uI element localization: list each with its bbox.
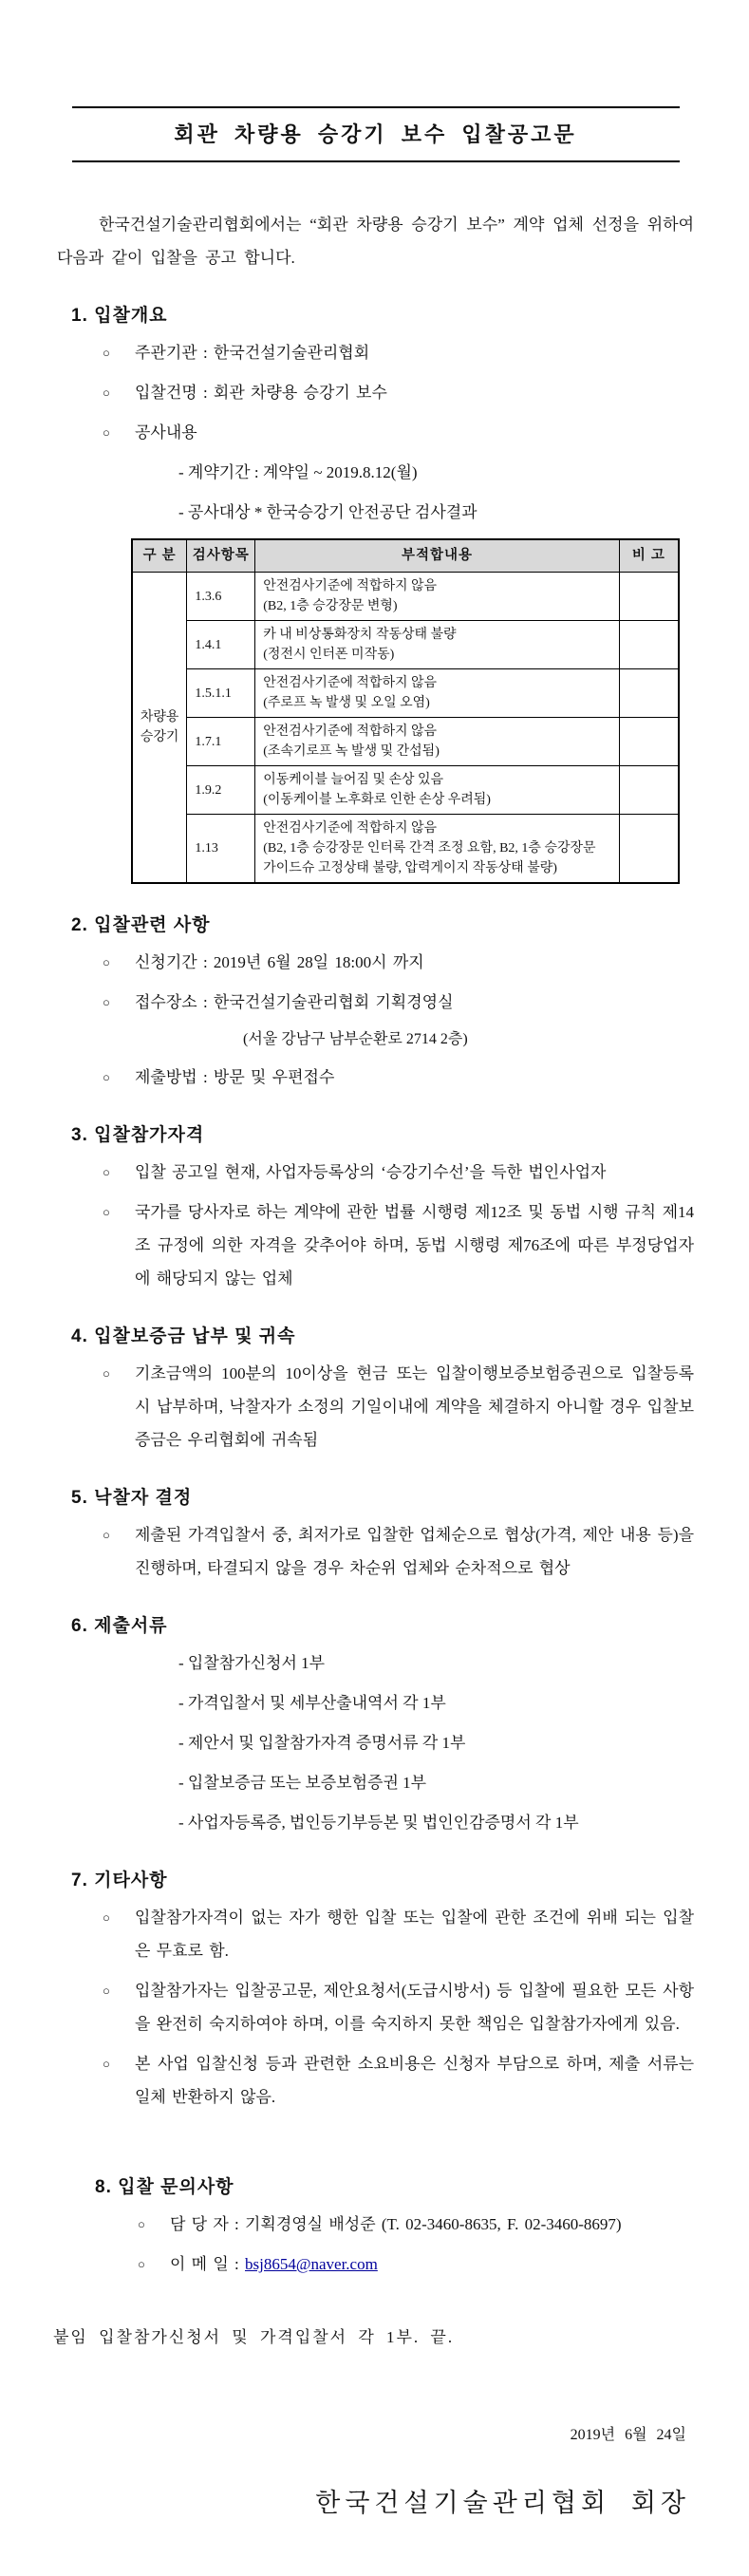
circle-bullet-icon: ○	[103, 385, 110, 400]
eligibility-item: 입찰 공고일 현재, 사업자등록상의 ‘승강기수선’을 득한 법인사업자	[135, 1163, 607, 1181]
cell-note	[619, 766, 679, 815]
cell-note	[619, 815, 679, 884]
submission-address: (서울 강남구 남부순환로 2714 2층)	[243, 1031, 468, 1047]
defect-line: (조속기로프 녹 발생 및 간섭됨)	[263, 744, 440, 759]
list-item	[103, 336, 694, 369]
misc-item: 본 사업 입찰신청 등과 관련한 소요비용은 신청자 부담으로 하며, 제출 서류는 일체 반환하지 않음.	[135, 2055, 694, 2106]
inspection-result-table	[131, 538, 680, 884]
defect-line: 안전검사기준에 적합하지 않음	[263, 676, 438, 690]
table-header-row	[132, 539, 679, 573]
list-item	[138, 2208, 694, 2241]
col-header-content: 부적합내용	[255, 539, 619, 573]
cell-item-code: 1.13	[187, 815, 255, 884]
cell-note	[619, 669, 679, 718]
defect-line: (주로프 녹 발생 및 오일 오염)	[263, 696, 430, 710]
circle-bullet-icon: ○	[103, 425, 110, 440]
table-row	[132, 766, 679, 815]
section-required-documents	[57, 1611, 694, 1839]
cell-group-label: 차량용 승강기	[132, 573, 187, 884]
section-2-heading: 2. 입찰관련 사항	[71, 915, 211, 935]
table-row	[132, 621, 679, 669]
cell-item-code: 1.3.6	[187, 573, 255, 621]
section-inquiry	[81, 2172, 694, 2281]
circle-bullet-icon: ○	[103, 995, 110, 1009]
cell-item-code: 1.5.1.1	[187, 669, 255, 718]
circle-bullet-icon: ○	[103, 1070, 110, 1084]
table-row	[132, 573, 679, 621]
list-item	[103, 1901, 694, 1967]
defect-line: (이동케이블 노후화로 인한 손상 우려됨)	[263, 793, 491, 807]
section-bid-related	[57, 911, 694, 1094]
cell-note	[619, 718, 679, 766]
cell-defect-content	[255, 621, 619, 669]
cell-defect-content	[255, 815, 619, 884]
email-link[interactable]: bsj8654@naver.com	[245, 2255, 378, 2273]
defect-line: 안전검사기준에 적합하지 않음	[263, 579, 438, 593]
table-row	[132, 718, 679, 766]
list-item	[103, 376, 694, 409]
list-item	[103, 2047, 694, 2114]
circle-bullet-icon: ○	[103, 1528, 110, 1542]
document-item: - 사업자등록증, 법인등기부등본 및 법인인감증명서 각 1부	[178, 1814, 579, 1832]
list-item	[138, 2247, 694, 2281]
deposit-item: 기초금액의 100분의 10이상을 현금 또는 입찰이행보증보험증권으로 입찰등록 시 납부하며, 낙찰자가 소정의 기일이내에 계약을 체결하지 아니할 경우 입찰보증금은 우리협회에 귀속됨	[135, 1364, 694, 1449]
cell-item-code: 1.4.1	[187, 621, 255, 669]
defect-line: 카 내 비상통화장치 작동상태 불량	[263, 628, 457, 642]
submission-method: 제출방법 : 방문 및 우편접수	[135, 1068, 335, 1086]
email-label: 이 메 일 :	[170, 2255, 239, 2273]
defect-line: 안전검사기준에 적합하지 않음	[263, 724, 438, 739]
defect-line: (B2, 1층 승강장문 인터록 간격 조정 요함, B2, 1층 승강장문 가이드슈 고정상태 불량, 압력게이지 작동상태 불량)	[263, 841, 596, 875]
section-8-heading: 8. 입찰 문의사항	[95, 2177, 234, 2197]
submission-place: 접수장소 : 한국건설기술관리협회 기획경영실	[135, 993, 454, 1011]
document-item: - 입찰참가신청서 1부	[178, 1654, 326, 1672]
table-row	[132, 669, 679, 718]
list-item	[103, 1974, 694, 2040]
circle-bullet-icon: ○	[103, 1205, 110, 1219]
misc-item: 입찰참가자는 입찰공고문, 제안요청서(도급시방서) 등 입찰에 필요한 모든 사항을 완전히 숙지하여야 하며, 이를 숙지하지 못한 책임은 입찰참가자에게 있음.	[135, 1982, 694, 2033]
col-header-item: 검사항목	[187, 539, 255, 573]
list-item	[103, 1195, 694, 1295]
section-eligibility	[57, 1120, 694, 1295]
eligibility-item: 국가를 당사자로 하는 계약에 관한 법률 시행령 제12조 및 동법 시행 규칙 제14조 규정에 의한 자격을 갖추어야 하며, 동법 시행령 제76조에 따른 부정당업자에 해당되지 않는 업체	[135, 1203, 694, 1288]
list-item	[103, 1518, 694, 1585]
cell-item-code: 1.7.1	[187, 718, 255, 766]
work-target: - 공사대상 * 한국승강기 안전공단 검사결과	[178, 503, 477, 521]
cell-defect-content	[255, 669, 619, 718]
cell-note	[619, 621, 679, 669]
list-item	[103, 1061, 694, 1094]
list-item	[103, 416, 694, 449]
cell-defect-content	[255, 718, 619, 766]
list-item	[103, 986, 694, 1019]
section-deposit	[57, 1322, 694, 1457]
circle-bullet-icon: ○	[103, 346, 110, 360]
contact-person: 담 당 자 : 기획경영실 배성준 (T. 02-3460-8635, F. 02-3460-8697)	[170, 2215, 622, 2233]
intro-paragraph: 한국건설기술관리협회에서는 “회관 차량용 승강기 보수” 계약 업체 선정을 위하여 다음과 같이 입찰을 공고 합니다.	[57, 216, 694, 267]
cell-defect-content	[255, 766, 619, 815]
defect-line: 이동케이블 늘어짐 및 손상 있음	[263, 773, 444, 787]
winner-decision-item: 제출된 가격입찰서 중, 최저가로 입찰한 업체순으로 협상(가격, 제안 내용 등)을 진행하며, 타결되지 않을 경우 차순위 업체와 순차적으로 협상	[135, 1526, 694, 1577]
email-line	[170, 2247, 694, 2281]
col-header-group: 구 분	[132, 539, 187, 573]
section-7-heading: 7. 기타사항	[71, 1871, 168, 1890]
section-winner-decision	[57, 1483, 694, 1585]
cell-note	[619, 573, 679, 621]
list-item	[103, 1357, 694, 1457]
list-item	[103, 1156, 694, 1189]
misc-item: 입찰참가자격이 없는 자가 행한 입찰 또는 입찰에 관한 조건에 위배 되는 입찰은 무효로 함.	[135, 1908, 694, 1960]
document-title: 회관 차량용 승강기 보수 입찰공고문	[174, 122, 577, 146]
defect-line: (정전시 인터폰 미작동)	[263, 648, 395, 662]
document-item: - 제안서 및 입찰참가자격 증명서류 각 1부	[178, 1734, 466, 1752]
section-4-heading: 4. 입찰보증금 납부 및 귀속	[71, 1326, 296, 1346]
section-bid-overview	[57, 301, 694, 884]
section-6-heading: 6. 제출서류	[71, 1616, 168, 1636]
list-item	[103, 946, 694, 979]
cell-item-code: 1.9.2	[187, 766, 255, 815]
circle-bullet-icon: ○	[103, 1366, 110, 1381]
signature-line: 한국건설기술관리협회 회장	[315, 2489, 690, 2517]
host-organization: 주관기관 : 한국건설기술관리협회	[135, 344, 370, 362]
defect-line: 안전검사기준에 적합하지 않음	[263, 821, 438, 836]
contract-period: - 계약기간 : 계약일 ~ 2019.8.12(월)	[178, 463, 418, 481]
circle-bullet-icon: ○	[103, 2057, 110, 2071]
circle-bullet-icon: ○	[103, 1165, 110, 1179]
table-row	[132, 815, 679, 884]
circle-bullet-icon: ○	[103, 1984, 110, 1998]
attachment-note: 붙임 입찰참가신청서 및 가격입찰서 각 1부. 끝.	[53, 2328, 455, 2346]
cell-defect-content	[255, 573, 619, 621]
section-3-heading: 3. 입찰참가자격	[71, 1125, 205, 1145]
bid-title: 입찰건명 : 회관 차량용 승강기 보수	[135, 384, 387, 402]
section-miscellaneous	[57, 1866, 694, 2114]
apply-period: 신청기간 : 2019년 6월 28일 18:00시 까지	[135, 953, 424, 971]
document-item: - 가격입찰서 및 세부산출내역서 각 1부	[178, 1694, 446, 1712]
section-1-heading: 1. 입찰개요	[71, 306, 168, 326]
circle-bullet-icon: ○	[138, 2217, 145, 2231]
circle-bullet-icon: ○	[103, 955, 110, 969]
circle-bullet-icon: ○	[138, 2257, 145, 2271]
circle-bullet-icon: ○	[103, 1910, 110, 1925]
announcement-date: 2019년 6월 24일	[570, 2427, 686, 2443]
col-header-note: 비 고	[619, 539, 679, 573]
defect-line: (B2, 1층 승강장문 변형)	[263, 599, 398, 613]
work-content-label: 공사내용	[135, 423, 197, 442]
title-box	[72, 106, 680, 162]
section-5-heading: 5. 낙찰자 결정	[71, 1488, 193, 1508]
document-item: - 입찰보증금 또는 보증보험증권 1부	[178, 1774, 427, 1792]
